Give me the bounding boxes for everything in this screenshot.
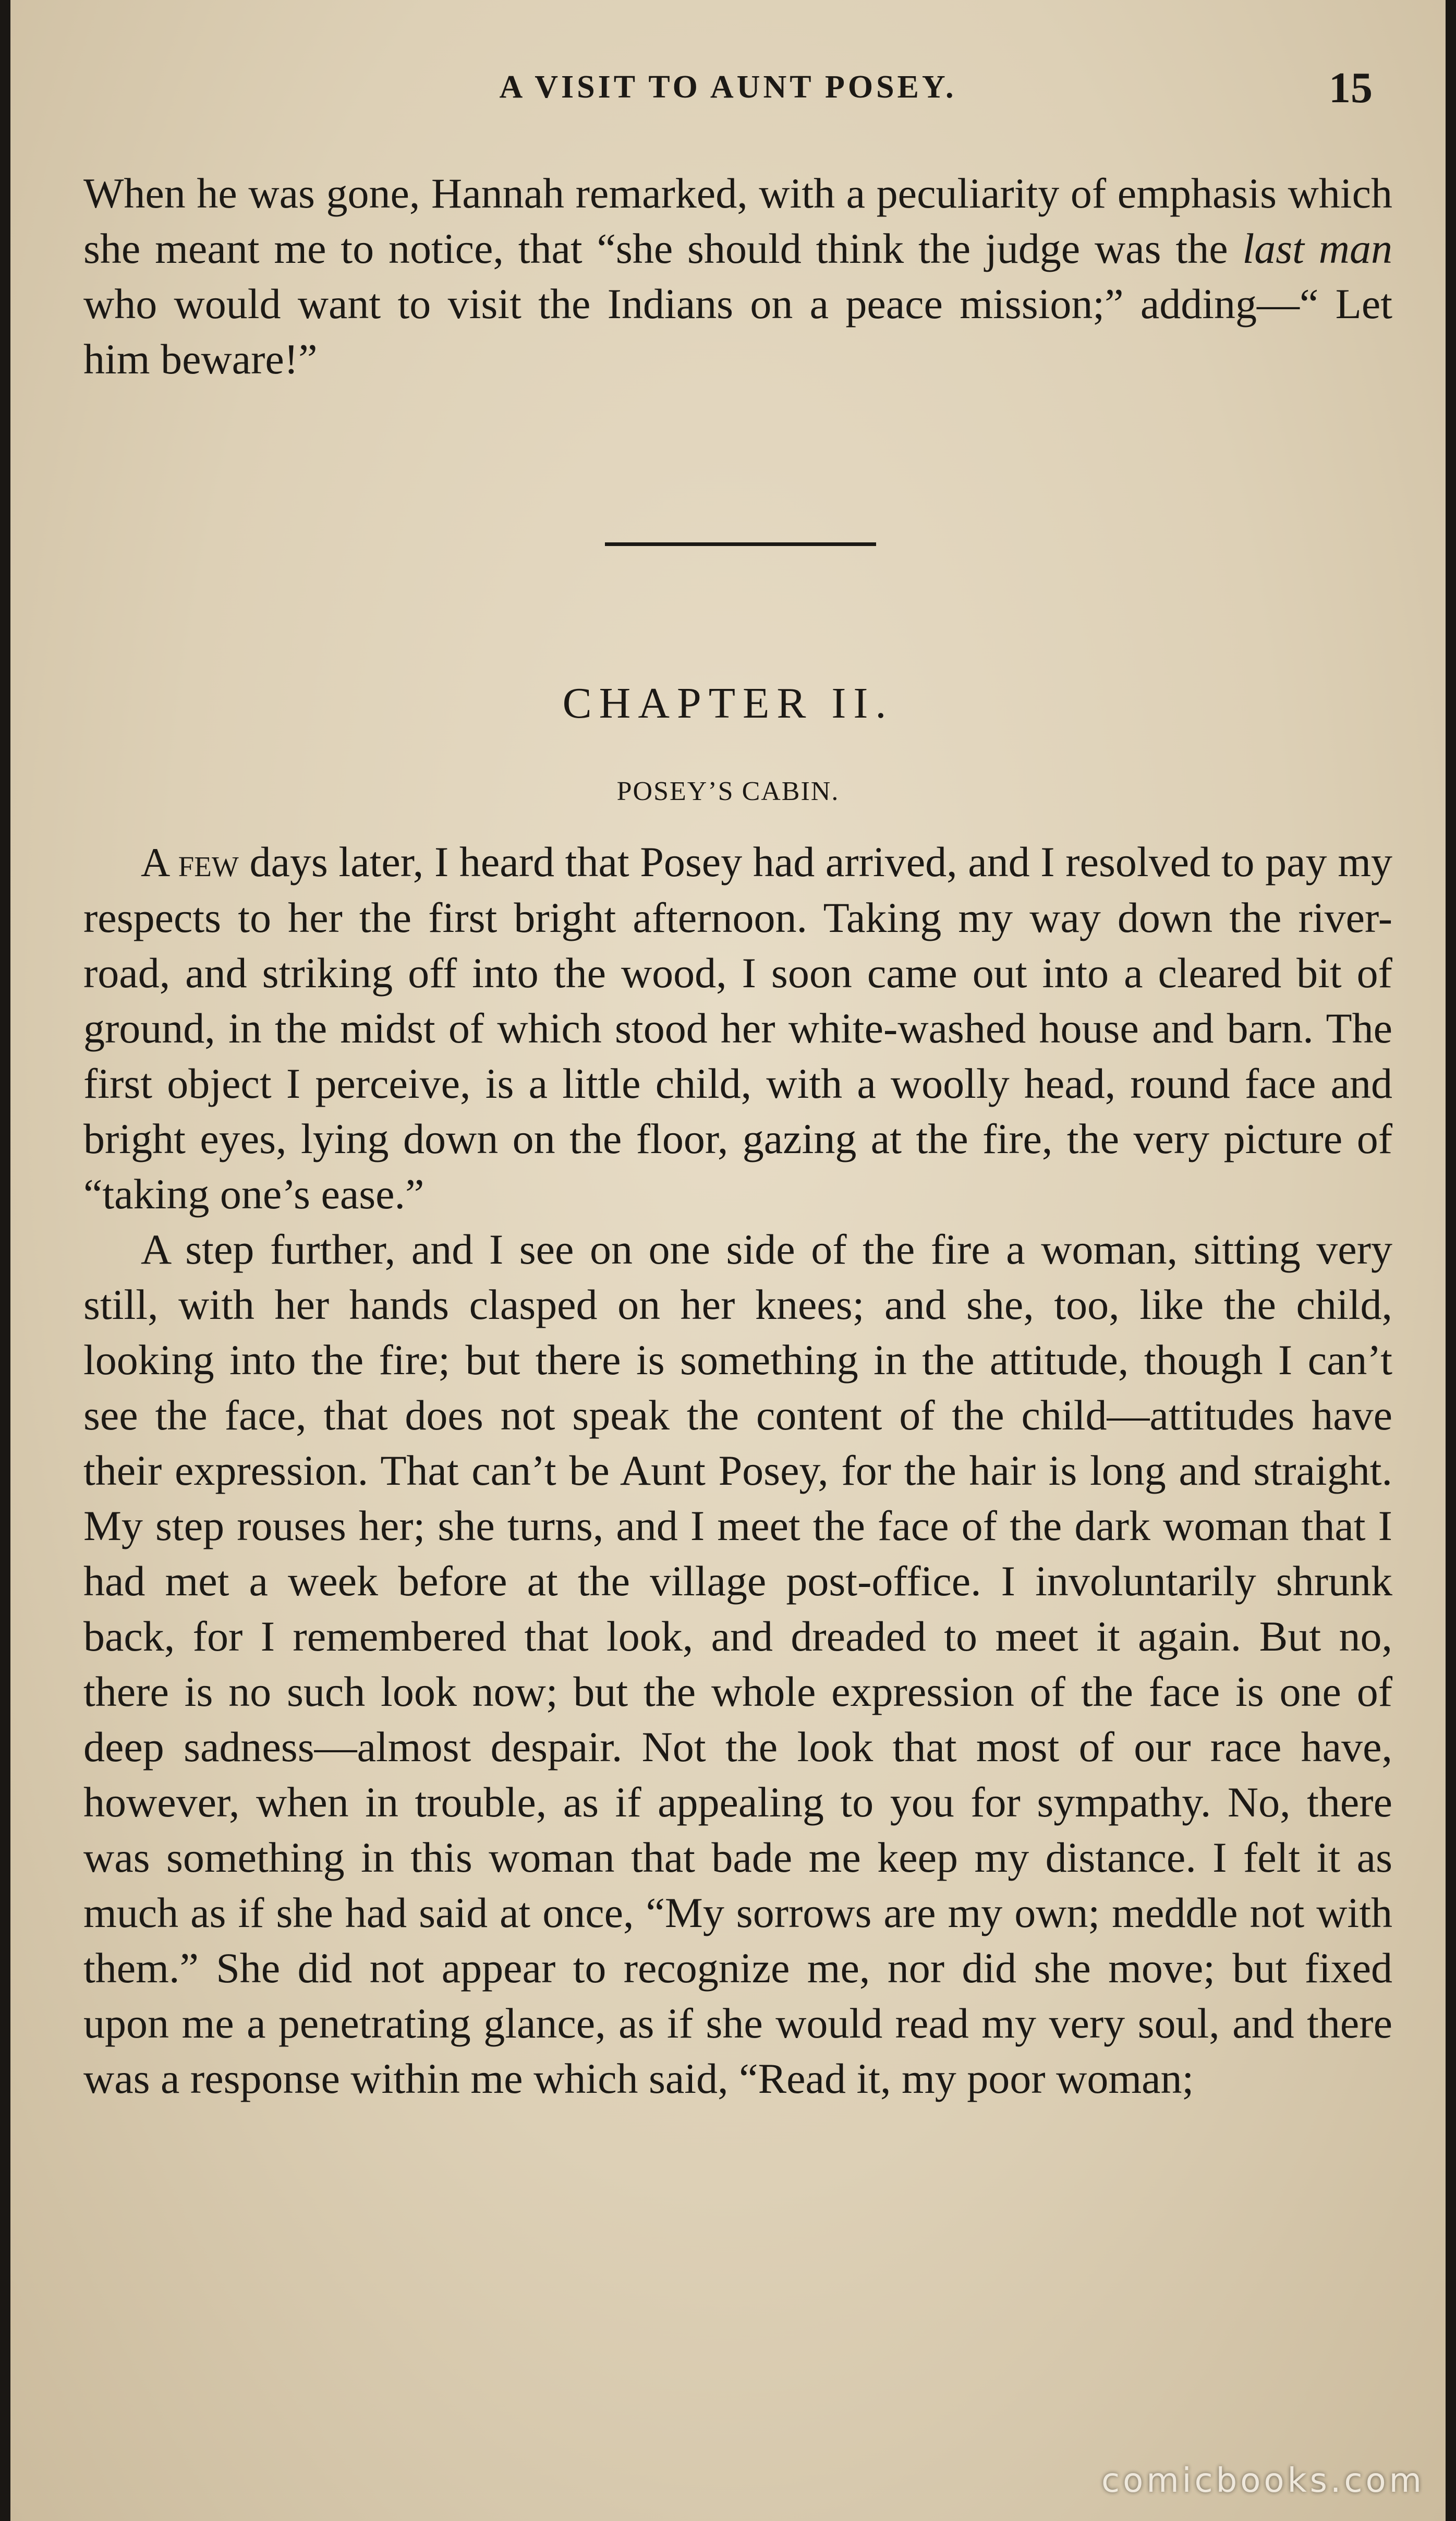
paragraph	[83, 166, 1392, 387]
text-run: who would want to visit the Indians on a peace mission;” adding—“ Let him beware!”	[83, 280, 1392, 383]
page-number: 15	[1329, 64, 1373, 112]
italic-text-run: last man	[1242, 225, 1392, 272]
book-page	[10, 0, 1446, 2521]
section-divider-rule	[605, 542, 876, 546]
chapter-text	[83, 834, 1392, 2106]
running-head	[83, 63, 1373, 120]
small-caps-lead: A few	[141, 840, 239, 885]
paragraph	[83, 834, 1392, 1222]
watermark: comicbooks.com	[1101, 2462, 1425, 2500]
text-run: A step further, and I see on one side of the fire a woman, sitting very still, with her hands clasped on her knees; and she, too, like the child, looking into the fire; but there is something in the attitude, though I can’t see the face, that does not speak the content of the child—attitudes have their expression. That can’t be Aunt Posey, for the hair is long and straight. My step rouses her; she turns, and I meet the face of the dark woman that I had met a week before at the village post-office. I involuntarily shrunk back, for I remembered that look, and dreaded to meet it again. But no, there is no such look now; but the whole expression of the face is one of deep sadness—almost despair. Not the look that most of our race have, however, when in trouble, as if appealing to you for sympathy. No, there was something in this woman that bade me keep my distance. I felt it as much as if she had said at once, “My sorrows are my own; meddle not with them.” She did not appear to recognize me, nor did she move; but fixed upon me a penetrating glance, as if she would read my very soul, and there was a response within me which said, “Read it, my poor woman;	[83, 1226, 1392, 2102]
chapter-title: CHAPTER II.	[562, 679, 894, 728]
text-run: When he was gone, Hannah remarked, with a peculiarity of emphasis which she meant me to notice, that “she should think the judge was the	[83, 169, 1392, 272]
opening-text	[83, 166, 1392, 387]
chapter-subtitle: POSEY’S CABIN.	[616, 777, 840, 806]
running-head-title: A VISIT TO AUNT POSEY.	[499, 69, 957, 105]
paragraph	[83, 1222, 1392, 2106]
text-run: days later, I heard that Posey had arrived, and I resolved to pay my respects to her the first bright afternoon. Taking my way down the river-road, and striking off into the wood, I soon came out into a cleared bit of ground, in the midst of which stood her white-washed house and barn. The first object I perceive, is a little child, with a woolly head, round face and bright eyes, lying down on the floor, gazing at the fire, the very picture of “taking one’s ease.”	[83, 838, 1392, 1218]
